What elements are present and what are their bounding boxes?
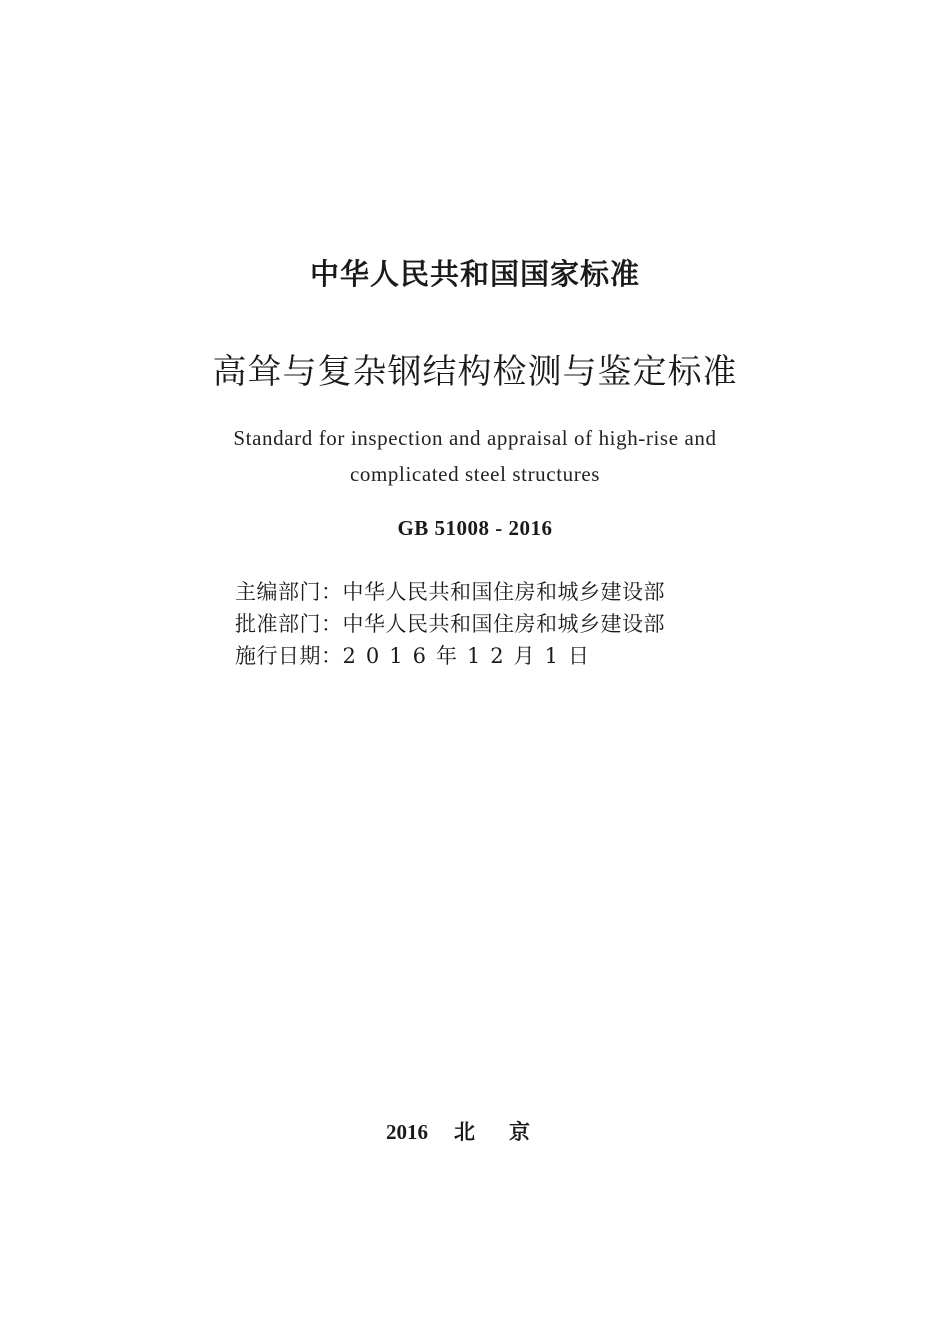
editor-value: 中华人民共和国住房和城乡建设部 — [342, 580, 665, 604]
effective-date-value: 2016年12月1日 — [342, 644, 600, 668]
publication-year: 2016 — [386, 1120, 428, 1144]
approver-value: 中华人民共和国住房和城乡建设部 — [342, 612, 665, 636]
effective-date-row — [235, 640, 665, 672]
national-standard-heading: 中华人民共和国国家标准 — [309, 257, 640, 291]
approver-label: 批准部门： — [235, 612, 343, 636]
standard-code: GB 51008 - 2016 — [397, 516, 553, 540]
title-chinese: 高耸与复杂钢结构检测与鉴定标准 — [212, 352, 738, 392]
approver-row — [235, 608, 665, 640]
publication-footer — [0, 1116, 950, 1146]
title-english — [0, 420, 950, 492]
effective-date-label: 施行日期： — [235, 644, 343, 668]
title-english-line-2: complicated steel structures — [349, 462, 601, 486]
publication-city: 北京 — [454, 1120, 564, 1144]
editor-row — [235, 576, 665, 608]
publication-meta — [235, 576, 665, 672]
editor-label: 主编部门： — [235, 580, 343, 604]
title-english-line-1: Standard for inspection and appraisal of high-rise and — [233, 426, 717, 450]
